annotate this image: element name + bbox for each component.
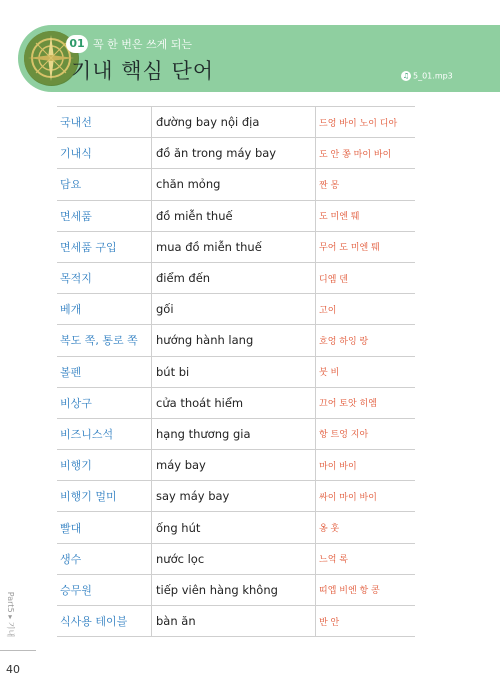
korean-term: 비상구 xyxy=(57,387,152,418)
vietnamese-term: say máy bay xyxy=(152,481,316,512)
pronunciation: 고이 xyxy=(316,294,416,325)
vietnamese-term: tiếp viên hàng không xyxy=(152,574,316,605)
unit-subtitle: 꼭 한 번은 쓰게 되는 xyxy=(93,38,192,51)
korean-term: 기내식 xyxy=(57,138,152,169)
vocab-row xyxy=(57,138,415,169)
headphones-icon: ♫ xyxy=(402,72,410,80)
vocab-row xyxy=(57,169,415,200)
vocab-row xyxy=(57,606,415,637)
pronunciation: 붓 비 xyxy=(316,356,416,387)
page-title: 기내 핵심 단어 xyxy=(71,59,215,83)
vocab-row xyxy=(57,262,415,293)
vocab-row xyxy=(57,543,415,574)
korean-term: 승무원 xyxy=(57,574,152,605)
section-tab xyxy=(8,585,20,645)
vocab-row xyxy=(57,200,415,231)
page-number: 40 xyxy=(6,663,20,676)
vocab-row xyxy=(57,481,415,512)
vocab-row xyxy=(57,356,415,387)
unit-header xyxy=(18,25,500,92)
vietnamese-term: gối xyxy=(152,294,316,325)
vocab-row xyxy=(57,107,415,138)
footer-divider xyxy=(0,650,36,651)
pronunciation: 디엠 덴 xyxy=(316,262,416,293)
pronunciation: 항 트엉 지아 xyxy=(316,418,416,449)
korean-term: 면세품 구입 xyxy=(57,231,152,262)
korean-term: 목적지 xyxy=(57,262,152,293)
vietnamese-term: điểm đến xyxy=(152,262,316,293)
vietnamese-term: bàn ăn xyxy=(152,606,316,637)
korean-term: 볼펜 xyxy=(57,356,152,387)
vietnamese-term: ống hút xyxy=(152,512,316,543)
korean-term: 생수 xyxy=(57,543,152,574)
vietnamese-term: đồ miễn thuế xyxy=(152,200,316,231)
audio-file-label: 5_01.mp3 xyxy=(413,71,453,81)
vietnamese-term: bút bi xyxy=(152,356,316,387)
vietnamese-term: đường bay nội địa xyxy=(152,107,316,138)
vietnamese-term: cửa thoát hiểm xyxy=(152,387,316,418)
pronunciation: 옹 훗 xyxy=(316,512,416,543)
pronunciation: 도 안 쫑 마이 바이 xyxy=(316,138,416,169)
vietnamese-term: hạng thương gia xyxy=(152,418,316,449)
vocab-row xyxy=(57,418,415,449)
vietnamese-term: chăn mỏng xyxy=(152,169,316,200)
pronunciation: 짠 몽 xyxy=(316,169,416,200)
korean-term: 복도 쪽, 통로 쪽 xyxy=(57,325,152,356)
vietnamese-term: hướng hành lang xyxy=(152,325,316,356)
korean-term: 비행기 멀미 xyxy=(57,481,152,512)
korean-term: 베개 xyxy=(57,294,152,325)
pronunciation: 끄어 토앗 히엠 xyxy=(316,387,416,418)
vietnamese-term: đồ ăn trong máy bay xyxy=(152,138,316,169)
korean-term: 비즈니스석 xyxy=(57,418,152,449)
korean-term: 빨대 xyxy=(57,512,152,543)
vocab-row xyxy=(57,450,415,481)
vocab-row xyxy=(57,294,415,325)
audio-track[interactable] xyxy=(401,71,453,81)
pronunciation: 도 미엔 퉤 xyxy=(316,200,416,231)
pronunciation: 느억 록 xyxy=(316,543,416,574)
vietnamese-term: nước lọc xyxy=(152,543,316,574)
vocab-row xyxy=(57,231,415,262)
pronunciation: 마이 바이 xyxy=(316,450,416,481)
pronunciation: 흐엉 하잉 랑 xyxy=(316,325,416,356)
korean-term: 비행기 xyxy=(57,450,152,481)
vietnamese-term: máy bay xyxy=(152,450,316,481)
vocab-row xyxy=(57,574,415,605)
korean-term: 국내선 xyxy=(57,107,152,138)
korean-term: 식사용 테이블 xyxy=(57,606,152,637)
vocab-row xyxy=(57,387,415,418)
pronunciation: 띠엡 비엔 항 콩 xyxy=(316,574,416,605)
pronunciation: 드엉 바이 노이 디아 xyxy=(316,107,416,138)
pronunciation: 무어 도 미엔 퉤 xyxy=(316,231,416,262)
section-label: Part5 ▸ 기내 xyxy=(6,591,16,638)
korean-term: 면세품 xyxy=(57,200,152,231)
vocab-row xyxy=(57,325,415,356)
pronunciation: 반 안 xyxy=(316,606,416,637)
vietnamese-term: mua đồ miễn thuế xyxy=(152,231,316,262)
korean-term: 담요 xyxy=(57,169,152,200)
unit-number-badge: 01 xyxy=(66,35,88,53)
vocab-row xyxy=(57,512,415,543)
vocab-table xyxy=(57,106,415,637)
pronunciation: 싸이 마이 바이 xyxy=(316,481,416,512)
